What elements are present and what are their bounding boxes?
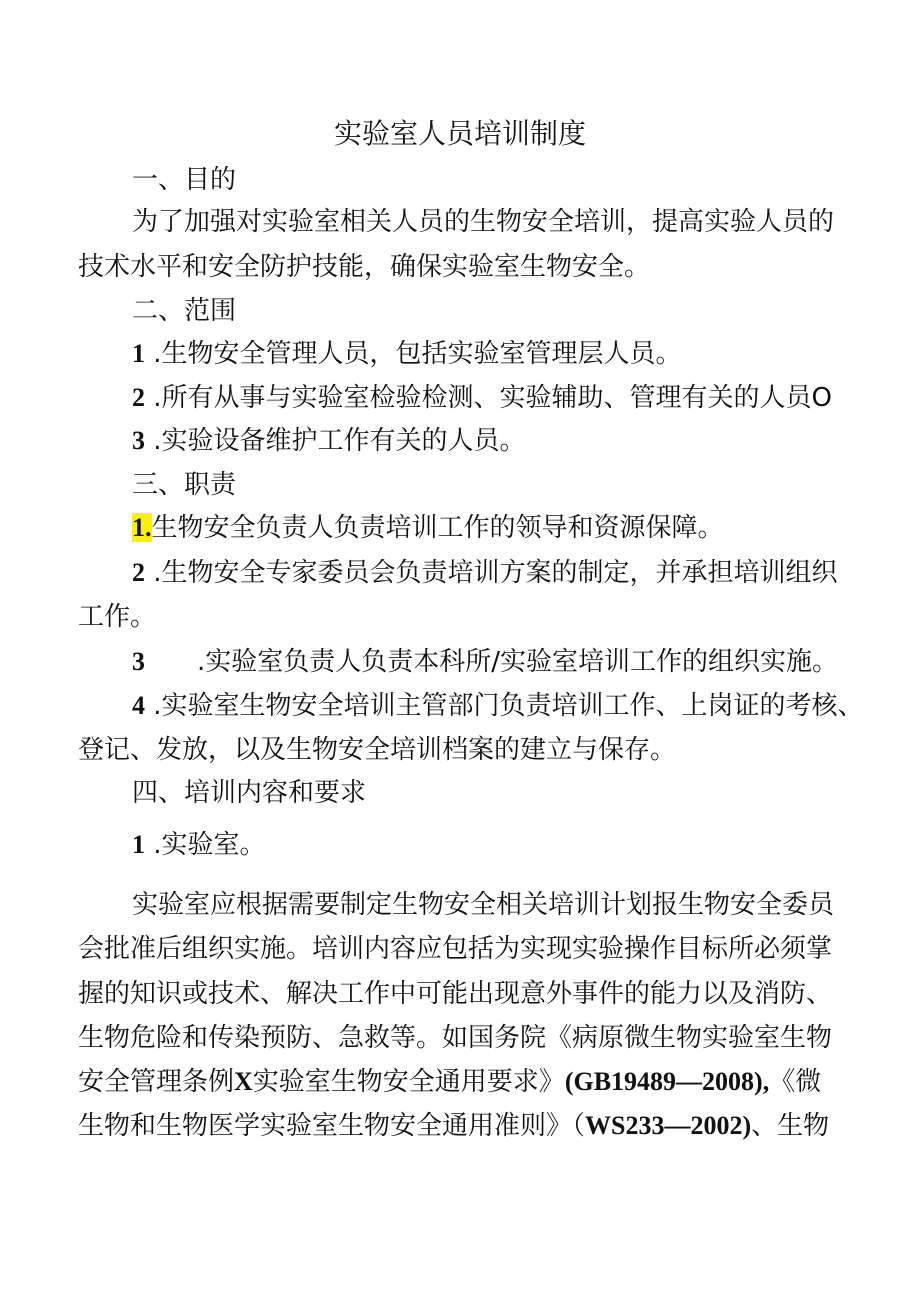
scope-item-2-number: 2 (132, 383, 145, 412)
duties-item-4-text-line-2: 登记、发放，以及生物安全培训档案的建立与保存。 (78, 735, 677, 765)
section-heading-scope: 二、范围 (132, 296, 237, 326)
section-heading-purpose: 一、目的 (132, 165, 237, 195)
training-paragraph-line-3: 握的知识或技术、解决工作中可能出现意外事件的能力以及消防、 (78, 979, 833, 1009)
training-paragraph-line-2: 会批准后组织实施。培训内容应包括为实现实验操作目标所必须掌 (78, 934, 833, 964)
duties-item-2-number: 2 (132, 558, 145, 587)
scope-item-1-number: 1 (132, 339, 145, 368)
line-6-part-c: 、生物 (751, 1111, 830, 1141)
line-6-standard-ws233: WS233—2002) (585, 1111, 752, 1140)
duties-item-3-number: 3 (132, 647, 145, 676)
duties-item-1 (132, 512, 724, 544)
scope-item-3-text: .实验设备维护工作有关的人员。 (153, 426, 526, 456)
training-paragraph-line-1: 实验室应根据需要制定生物安全相关培训计划报生物安全委员 (132, 890, 835, 920)
duties-item-2-text-line-2: 工作。 (78, 602, 157, 632)
training-paragraph-line-5 (78, 1066, 821, 1098)
line-5-standard-gb19489: (GB19489—2008), (564, 1067, 770, 1096)
duties-item-1-number: 1. (132, 513, 152, 542)
purpose-paragraph-line-1: 为了加强对实验室相关人员的生物安全培训，提高实验人员的 (132, 207, 835, 237)
scope-item-1-text: .生物安全管理人员，包括实验室管理层人员。 (153, 339, 682, 369)
scope-item-2-text: .所有从事与实验室检验检测、实验辅助、管理有关的人员O (153, 383, 832, 413)
duties-item-2-text-line-1: .生物安全专家委员会负责培训方案的制定，并承担培训组织 (153, 558, 838, 588)
training-paragraph-line-4: 生物危险和传染预防、急救等。如国务院《病原微生物实验室生物 (78, 1023, 833, 1053)
duties-item-3 (132, 646, 838, 678)
duties-item-1-text: 生物安全负责人负责培训工作的领导和资源保障。 (151, 513, 724, 543)
duties-item-4-number: 4 (132, 691, 145, 720)
line-5-part-b: X (234, 1067, 253, 1096)
line-5-part-a: 安全管理条例 (78, 1067, 235, 1097)
scope-item-3 (132, 425, 526, 457)
training-item-1-number: 1 (132, 830, 145, 859)
training-paragraph-line-6 (78, 1110, 829, 1142)
line-5-part-e: 《微 (769, 1067, 822, 1097)
purpose-paragraph-line-2: 技术水平和安全防护技能，确保实验室生物安全。 (78, 252, 651, 282)
line-6-part-a: 生物和生物医学实验室生物安全通用准则》（ (78, 1111, 586, 1141)
section-heading-duties: 三、职责 (132, 470, 237, 500)
duties-item-4-text-line-1: .实验室生物安全培训主管部门负责培训工作、上岗证的考核、 (153, 691, 864, 721)
line-5-part-c: 实验室生物安全通用要求》 (252, 1067, 565, 1097)
scope-item-3-number: 3 (132, 426, 145, 455)
scope-item-1 (132, 338, 682, 370)
training-item-1 (132, 829, 266, 861)
duties-item-2 (132, 557, 838, 589)
training-item-1-text: .实验室。 (153, 830, 266, 860)
section-heading-training-content: 四、培训内容和要求 (132, 778, 367, 808)
duties-item-3-text: .实验室负责人负责本科所/实验室培训工作的组织实施。 (197, 647, 839, 677)
page-title: 实验室人员培训制度 (333, 117, 586, 150)
scope-item-2 (132, 382, 832, 414)
duties-item-4 (132, 690, 864, 722)
